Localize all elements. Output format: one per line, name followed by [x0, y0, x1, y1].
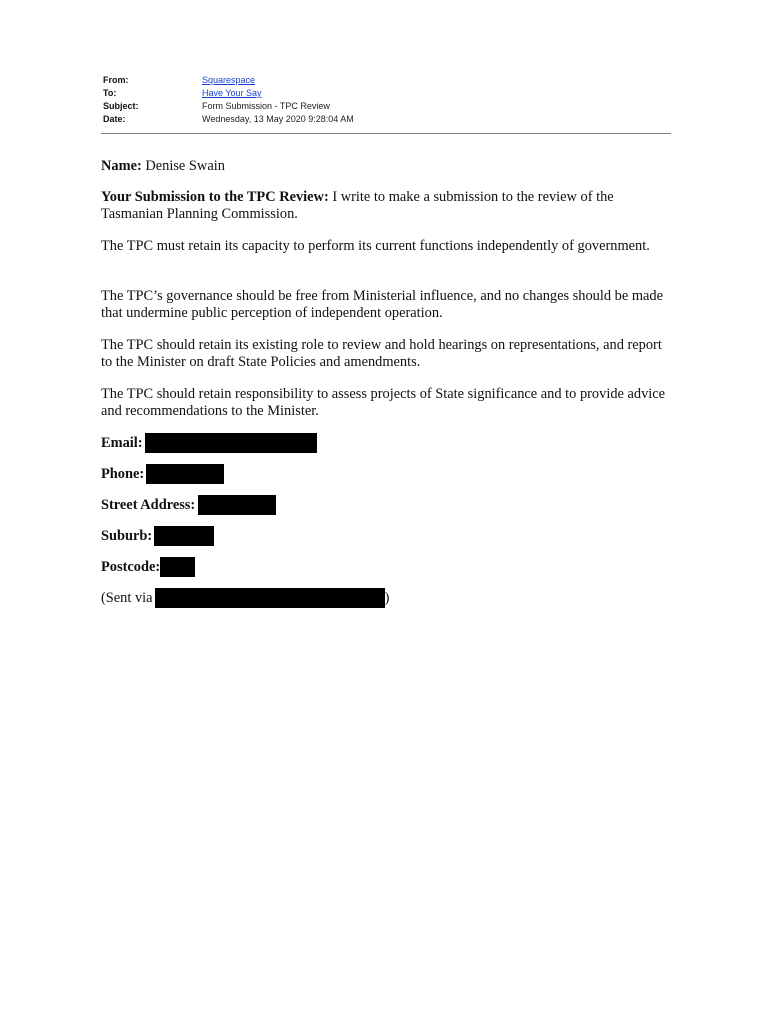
- street-address-field: [101, 495, 276, 515]
- sent-via-prefix: (Sent via: [101, 589, 153, 606]
- from-row: [103, 74, 671, 87]
- name-value: Denise Swain: [141, 158, 225, 174]
- name-label: Name:: [101, 158, 142, 174]
- from-link[interactable]: Squarespace: [202, 75, 256, 85]
- from-label: From:: [103, 75, 129, 85]
- paragraph-3: The TPC should retain its existing role to review and hold hearings on representations, and report to the Minister on draft State Policies and amendments.: [101, 337, 662, 370]
- paragraph-2: The TPC’s governance should be free from Ministerial influence, and no changes should be made that undermine public perception of independent operation.: [101, 288, 664, 321]
- email-field: [101, 433, 317, 453]
- subject-row: [103, 100, 671, 113]
- submission-text: I write to make a submission to the review of the Tasmanian Planning Commission.: [101, 189, 614, 222]
- suburb-redaction: [154, 526, 214, 546]
- date-row: [103, 113, 671, 126]
- submission-intro: [101, 189, 673, 223]
- submission-label: Your Submission to the TPC Review:: [101, 189, 329, 205]
- to-link[interactable]: Have Your Say: [202, 88, 262, 98]
- sent-via-redaction: [155, 588, 385, 608]
- phone-redaction: [146, 464, 224, 484]
- name-line: [101, 158, 225, 175]
- email-redaction: [145, 433, 317, 453]
- paragraph-1: The TPC must retain its capacity to perform its current functions independently of government.: [101, 238, 650, 254]
- date-label: Date:: [103, 114, 126, 124]
- postcode-field: [101, 557, 195, 577]
- date-value: Wednesday, 13 May 2020 9:28:04 AM: [202, 114, 354, 124]
- phone-field: [101, 464, 224, 484]
- email-header: [103, 74, 671, 126]
- email-label: Email:: [101, 434, 143, 451]
- suburb-label: Suburb:: [101, 527, 153, 544]
- suburb-field: [101, 526, 214, 546]
- postcode-label: Postcode:: [101, 558, 161, 575]
- subject-value: Form Submission - TPC Review: [202, 101, 330, 111]
- to-label: To:: [103, 88, 117, 98]
- street-address-label: Street Address:: [101, 496, 196, 513]
- subject-label: Subject:: [103, 101, 139, 111]
- postcode-redaction: [160, 557, 195, 577]
- sent-via-suffix: ): [384, 589, 390, 606]
- sent-via-line: [101, 588, 389, 608]
- to-row: [103, 87, 671, 100]
- paragraph-4: The TPC should retain responsibility to assess projects of State significance and to provide advice and recommendations to the Minister.: [101, 386, 666, 419]
- header-divider: [101, 133, 671, 134]
- phone-label: Phone:: [101, 465, 145, 482]
- street-address-redaction: [198, 495, 276, 515]
